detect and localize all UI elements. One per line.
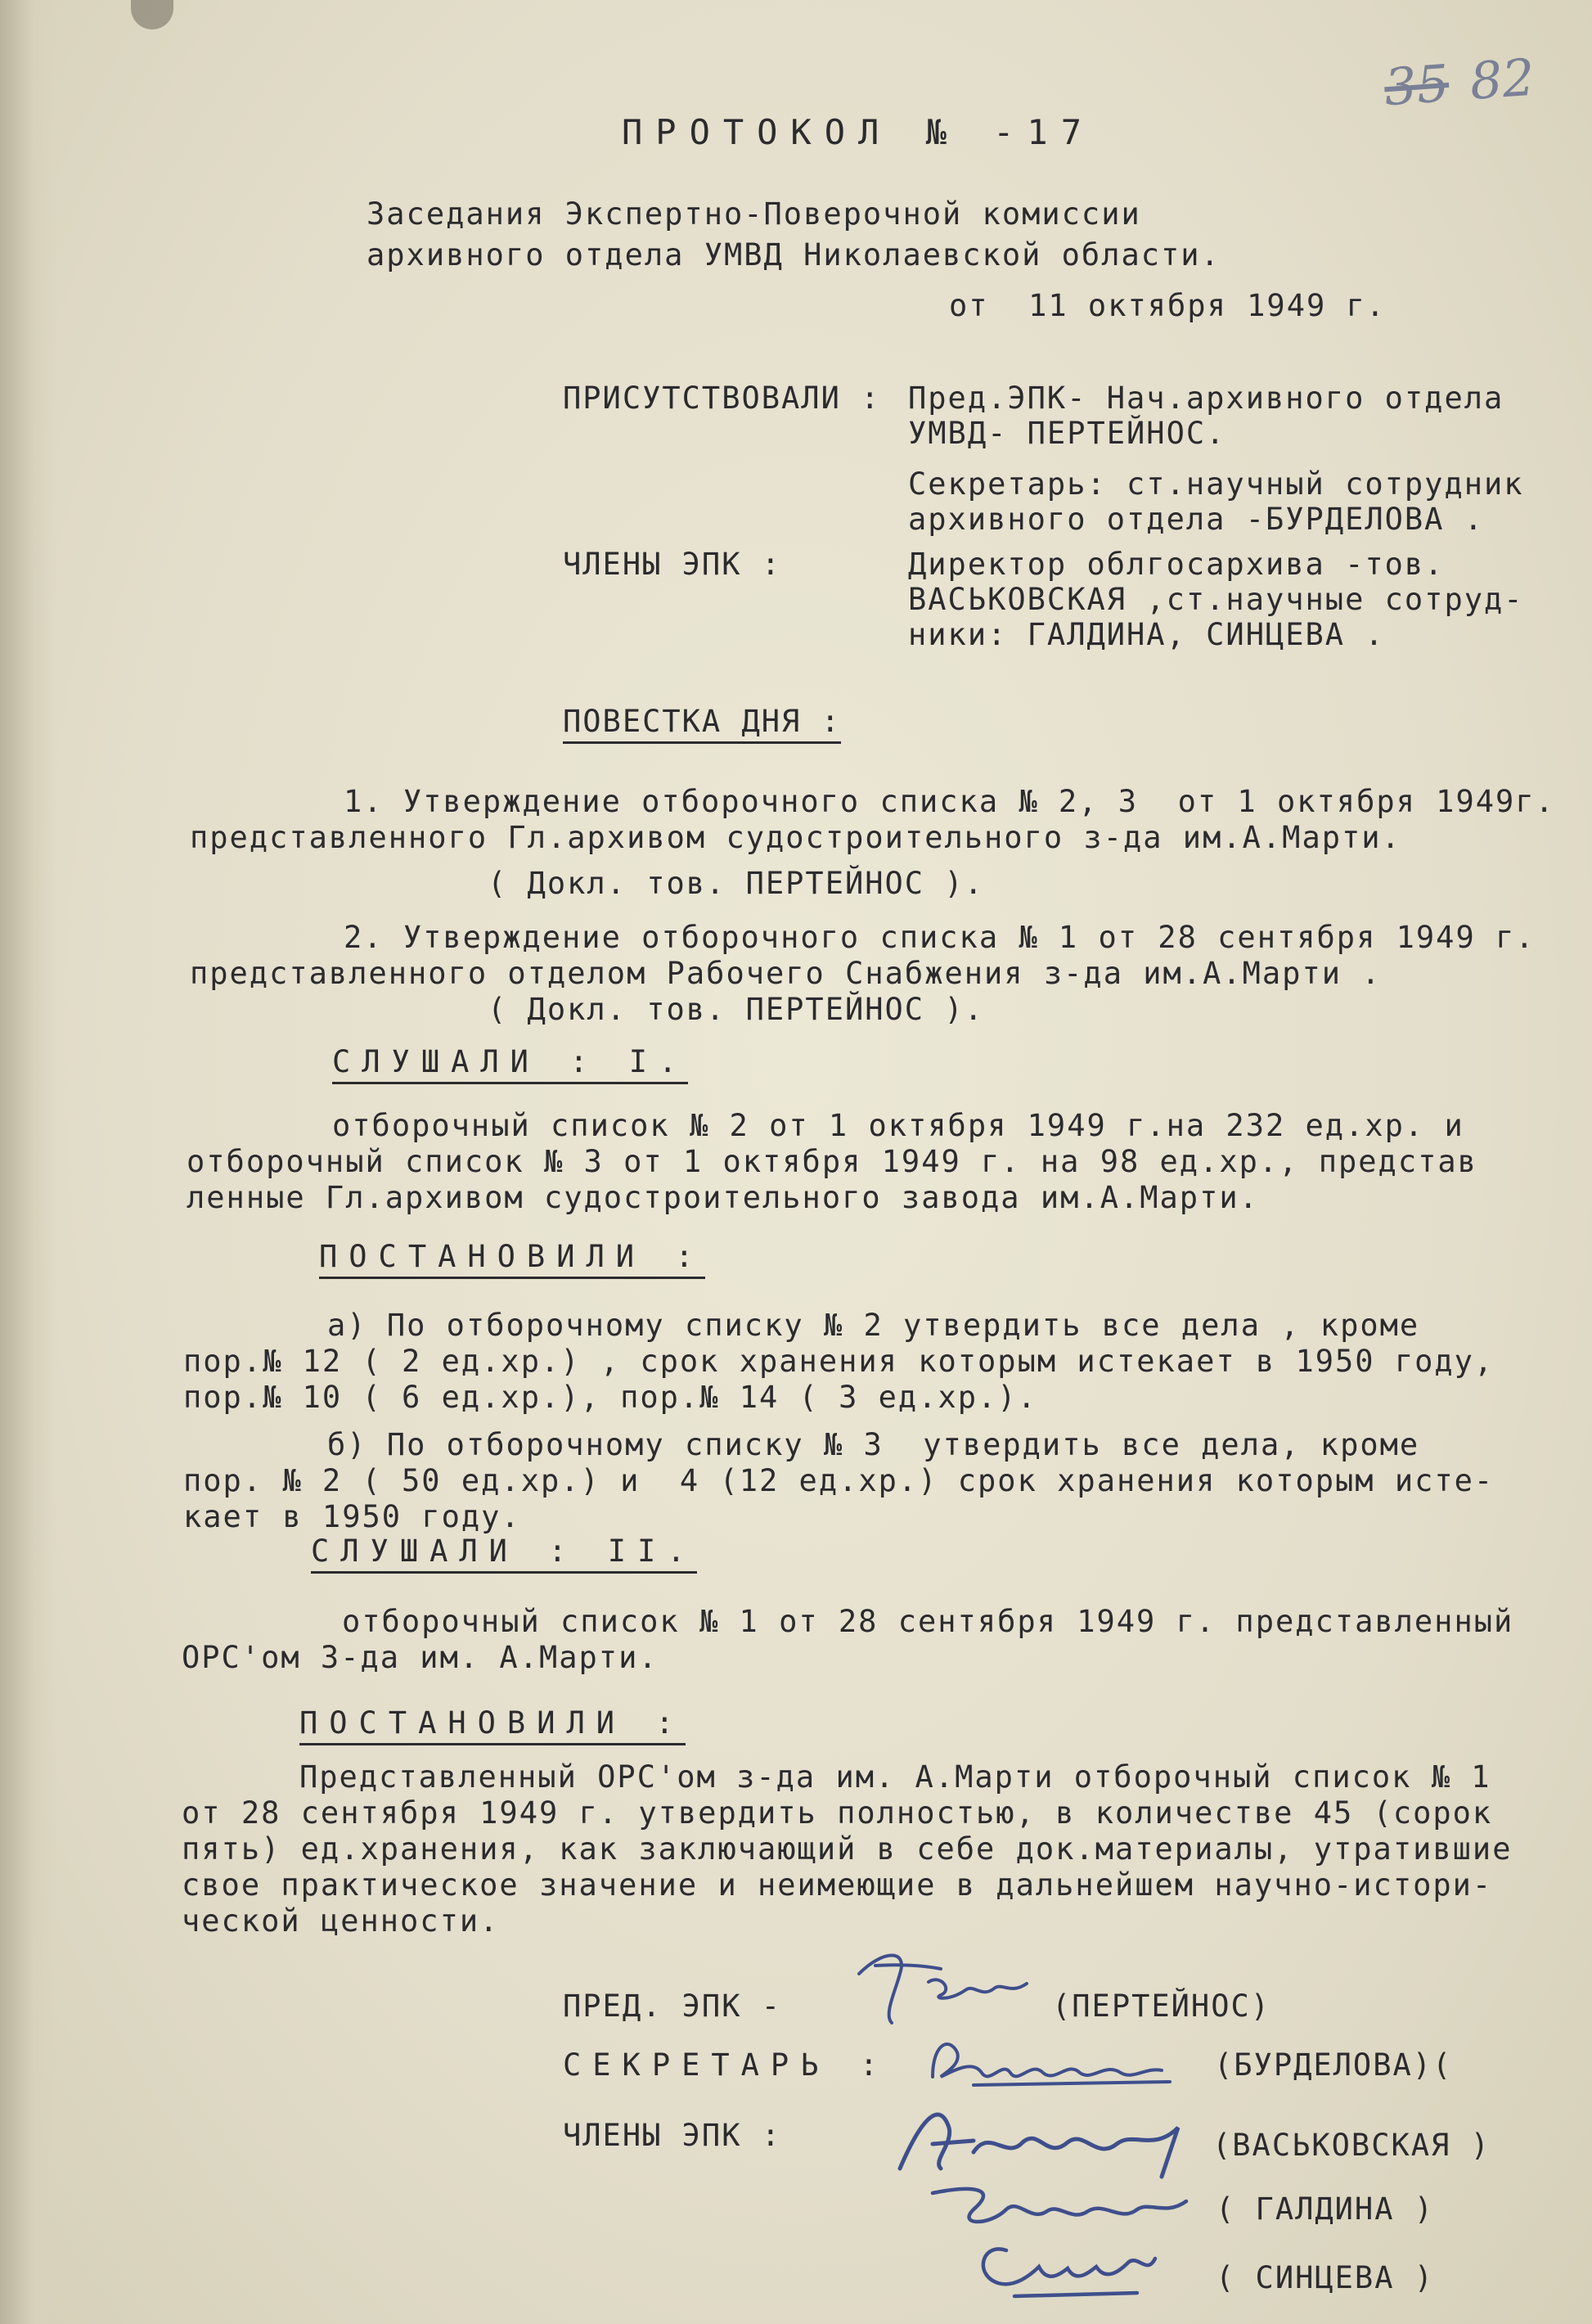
- signature-secretary-name: (БУРДЕЛОВА)(: [1214, 2047, 1453, 2083]
- members-line-3: ники: ГАЛДИНА, СИНЦЕВА .: [908, 617, 1385, 652]
- members-line-1: Директор облгосархива -тов.: [908, 547, 1445, 582]
- agenda-item-1-line-1: 1. Утверждение отборочного списка № 2, 3 от 1 октября 1949г.: [344, 784, 1555, 819]
- archive-page-number: [1383, 47, 1536, 118]
- chair-line-2: УМВД- ПЕРТЕЙНОС.: [908, 416, 1226, 451]
- decided-1-heading: ПОСТАНОВИЛИ :: [319, 1239, 705, 1279]
- decided-2-line-1: Представленный ОРС'ом з-да им. А.Марти отборочный список № 1: [299, 1759, 1491, 1795]
- agenda-item-2-line-1: 2. Утверждение отборочного списка № 1 от 28 сентября 1949 г.: [344, 920, 1536, 955]
- heard-2-line-1: отборочный список № 1 от 28 сентября 1949 г. представленный: [342, 1604, 1514, 1639]
- archive-number-struck: 35: [1382, 52, 1451, 118]
- present-label: ПРИСУТСТВОВАЛИ :: [563, 381, 881, 416]
- signature-chair-name: (ПЕРТЕЙНОС): [1052, 1988, 1271, 2024]
- heard-2-heading: СЛУШАЛИ : II.: [311, 1534, 697, 1574]
- secretary-line-1: Секретарь: ст.научный сотрудник: [908, 466, 1524, 502]
- decided-2-heading: ПОСТАНОВИЛИ :: [299, 1705, 686, 1745]
- heard-1-line-2: отборочный список № 3 от 1 октября 1949 г. на 98 ед.хр., представ: [187, 1144, 1477, 1179]
- decided-1-a-line-3: пор.№ 10 ( 6 ед.хр.), пор.№ 14 ( 3 ед.хр.).: [183, 1380, 1037, 1415]
- subtitle-line-1: Заседания Экспертно-Поверочной комиссии: [367, 196, 1141, 232]
- signature-secretary-label: СЕКРЕТАРЬ :: [563, 2047, 890, 2083]
- decided-1-b-line-3: кает в 1950 году.: [183, 1499, 521, 1534]
- decided-1-b-line-2: пор. № 2 ( 50 ед.хр.) и 4 (12 ед.хр.) срок хранения которым исте-: [183, 1463, 1495, 1498]
- signature-member-2-name: ( ГАЛДИНА ): [1216, 2191, 1435, 2227]
- decided-2-line-5: ческой ценности.: [182, 1903, 500, 1939]
- members-label: ЧЛЕНЫ ЭПК :: [563, 547, 782, 582]
- agenda-item-2-reporter: ( Докл. тов. ПЕРТЕЙНОС ).: [488, 992, 984, 1027]
- heard-2-line-2: ОРС'ом З-да им. А.Марти.: [182, 1640, 659, 1675]
- decided-2-line-3: пять) ед.хранения, как заключающий в себе док.материалы, утратившие: [182, 1831, 1513, 1867]
- heard-1-heading: СЛУШАЛИ : I.: [332, 1044, 688, 1084]
- decided-2-line-2: от 28 сентября 1949 г. утвердить полностью, в количестве 45 (сорок: [182, 1795, 1493, 1831]
- agenda-item-1-reporter: ( Докл. тов. ПЕРТЕЙНОС ).: [488, 866, 984, 901]
- agenda-item-2-line-2: представленного отделом Рабочего Снабжения з-да им.А.Марти .: [190, 956, 1382, 991]
- decided-1-b-line-1: б) По отборочному списку № 3 утвердить все дела, кроме: [327, 1427, 1420, 1462]
- signature-members-label: ЧЛЕНЫ ЭПК :: [563, 2118, 782, 2153]
- subtitle-line-2: архивного отдела УМВД Николаевской области.: [367, 237, 1221, 272]
- protocol-title: ПРОТОКОЛ № -17: [622, 112, 1095, 152]
- secretary-handwritten-signature: [924, 2028, 1194, 2101]
- secretary-line-2: архивного отдела -БУРДЕЛОВА .: [908, 502, 1485, 537]
- member-3-handwritten-signature: [965, 2226, 1162, 2308]
- chair-line-1: Пред.ЭПК- Нач.архивного отдела: [908, 381, 1504, 416]
- heard-1-line-1: отборочный список № 2 от 1 октября 1949 г.на 232 ед.хр. и: [332, 1108, 1464, 1143]
- decided-1-a-line-1: а) По отборочному списку № 2 утвердить все дела , кроме: [327, 1308, 1420, 1343]
- page-edge-shadow: [0, 0, 57, 2324]
- decided-2-line-4: свое практическое значение и неимеющие в дальнейшем научно-истори-: [182, 1867, 1493, 1903]
- heard-1-line-3: ленные Гл.архивом судостроительного завода им.А.Марти.: [187, 1180, 1259, 1215]
- archive-number-current: 82: [1468, 47, 1537, 112]
- signature-member-1-name: (ВАСЬКОВСКАЯ ): [1212, 2128, 1491, 2163]
- chair-handwritten-signature: [851, 1941, 1039, 2031]
- signature-member-3-name: ( СИНЦЕВА ): [1216, 2260, 1435, 2295]
- agenda-heading: ПОВЕСТКА ДНЯ :: [563, 704, 841, 744]
- signature-chair-label: ПРЕД. ЭПК -: [563, 1988, 782, 2024]
- decided-1-a-line-2: пор.№ 12 ( 2 ед.хр.) , срок хранения которым истекает в 1950 году,: [183, 1344, 1495, 1379]
- members-line-2: ВАСЬКОВСКАЯ ,ст.научные сотруд-: [908, 582, 1524, 617]
- protocol-date: от 11 октября 1949 г.: [949, 288, 1387, 323]
- binding-hole: [131, 0, 173, 29]
- agenda-item-1-line-2: представленного Гл.архивом судостроительного з-да им.А.Марти.: [190, 820, 1401, 855]
